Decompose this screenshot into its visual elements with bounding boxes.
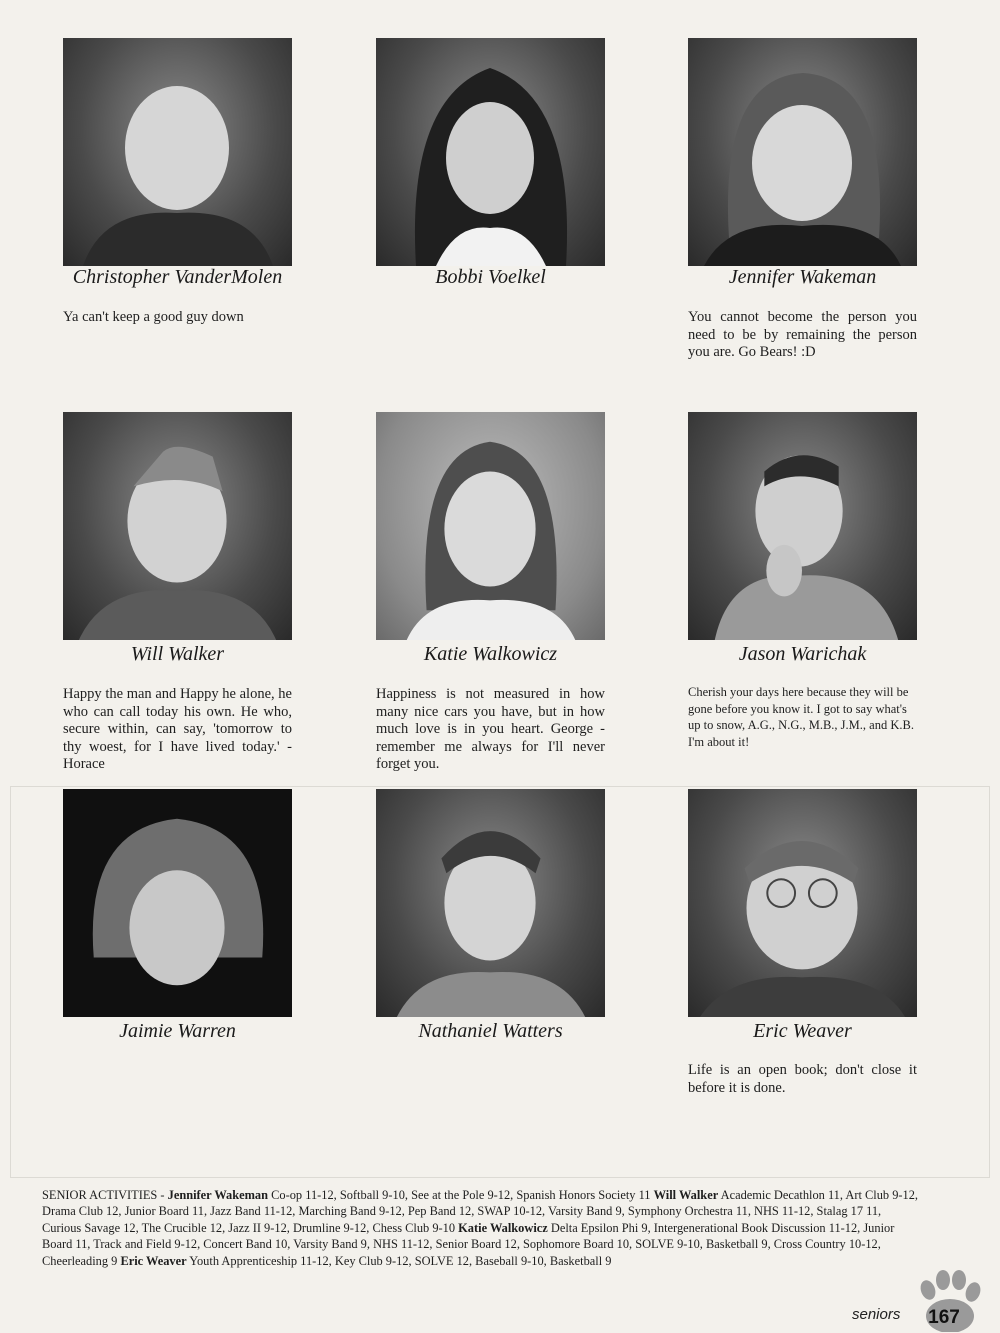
student-quote: Life is an open book; don't close it before it is done. bbox=[688, 1062, 917, 1096]
student-photo bbox=[688, 38, 917, 266]
student-photo bbox=[376, 789, 605, 1017]
section-label: seniors bbox=[852, 1306, 901, 1323]
student-name: Jason Warichak bbox=[738, 643, 867, 665]
student-name: Bobbi Voelkel bbox=[435, 266, 546, 288]
page-number: 167 bbox=[928, 1307, 960, 1328]
activity-list: Youth Apprenticeship 11-12, Key Club 9-12, SOLVE 12, Baseball 9-10, Basketball 9 bbox=[186, 1253, 612, 1268]
senior-activities bbox=[42, 1187, 918, 1269]
student-quote: Cherish your days here because they will be gone before you know it. I got to say what's up to snow, A.G., N.G., M.B., J.M., and K.B. I'm about it! bbox=[688, 685, 914, 749]
student-name: Eric Weaver bbox=[753, 1020, 852, 1042]
student-photo bbox=[63, 789, 292, 1017]
student-photo bbox=[688, 789, 917, 1017]
student-photo bbox=[63, 412, 292, 640]
student-quote: Ya can't keep a good guy down bbox=[63, 309, 244, 325]
student-photo bbox=[376, 38, 605, 266]
activity-list: Co-op 11-12, Softball 9-10, See at the Pole 9-12, Spanish Honors Society 11 bbox=[268, 1188, 654, 1202]
activity-student-name: Eric Weaver bbox=[120, 1253, 187, 1268]
student-photo bbox=[688, 412, 917, 640]
student-name: Katie Walkowicz bbox=[423, 643, 558, 665]
activity-list: Delta Epsilon Phi 9, Intergenerational Book Discussion 11-12, Junior Board 11, Track and Field 9-12, Concert Band 10, Varsity Band 9, NHS 11-12, Senior Board 12, Sophomore Board 10, SOLVE 9-10, Basketball 9, Cross Country 10-12, Cheerleading 9 bbox=[42, 1220, 895, 1268]
student-quote: You cannot become the person you need to be by remaining the person you are. Go Bears! :D bbox=[688, 309, 917, 360]
student-name: Jaimie Warren bbox=[119, 1020, 236, 1042]
activities-heading: SENIOR ACTIVITIES - bbox=[42, 1188, 168, 1202]
activity-list: Academic Decathlon 11, Art Club 9-12, Drama Club 12, Junior Board 11, Jazz Band 11-12, Marching Band 9-12, Pep Band 12, SWAP 10-12, Varsity Band 9, Symphony Orchestra 11, NHS 11-12, Stalag 17 11, Curious Savage 12, The Crucible 12, Jazz II 9-12, Drumline 9-12, Chess Club 9-10 bbox=[42, 1188, 919, 1235]
student-photo bbox=[376, 412, 605, 640]
student-name: Jennifer Wakeman bbox=[728, 266, 877, 288]
student-name: Will Walker bbox=[130, 643, 225, 665]
activity-student-name: Jennifer Wakeman bbox=[167, 1188, 269, 1202]
activity-student-name: Katie Walkowicz bbox=[458, 1220, 548, 1235]
student-quote: Happy the man and Happy he alone, he who can call today his own. He who, secure within, can say, 'tomorrow to thy woest, for I have lived today.' -Horace bbox=[63, 686, 292, 772]
activity-student-name: Will Walker bbox=[653, 1188, 719, 1202]
student-name: Nathaniel Watters bbox=[418, 1020, 563, 1042]
student-photo bbox=[63, 38, 292, 266]
student-name: Christopher VanderMolen bbox=[72, 266, 283, 288]
student-quote: Happiness is not measured in how many nice cars you have, but in how much love is in you heart. George - remember me always for I'll never forget you. bbox=[376, 686, 605, 772]
